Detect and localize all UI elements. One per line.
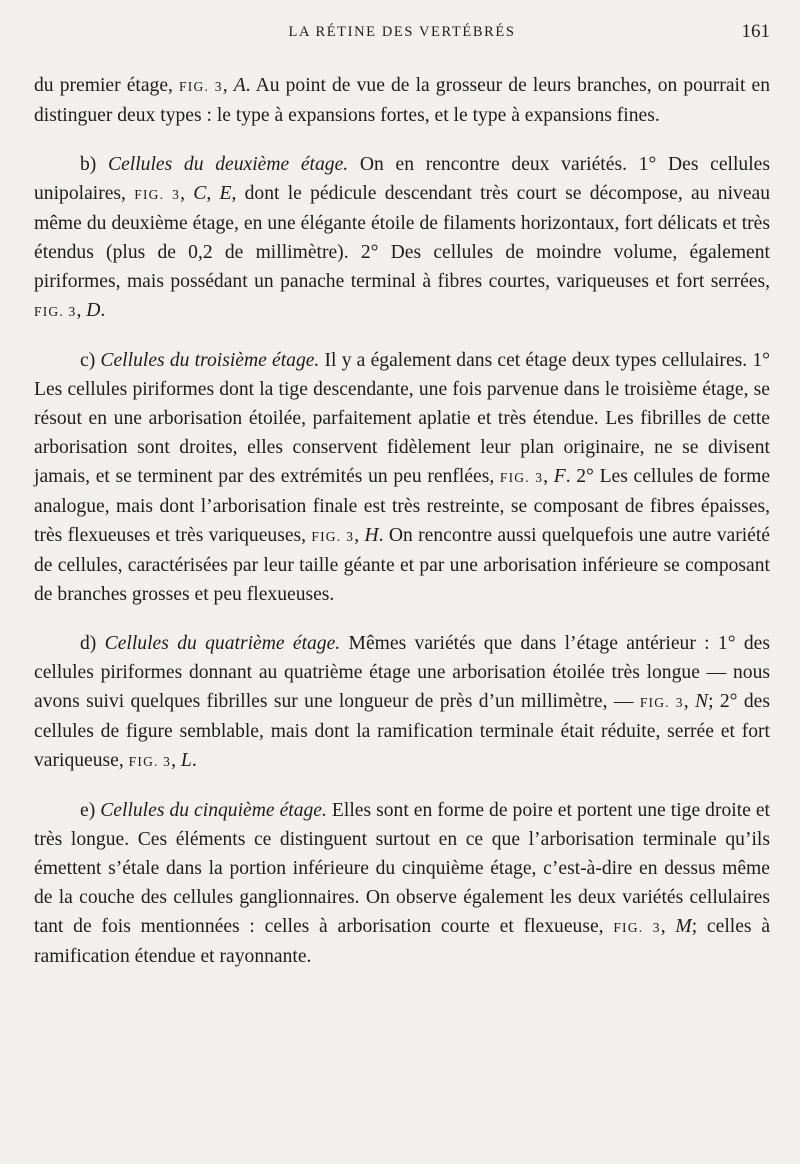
paragraph-second-layer: b) Cellules du deuxième étage. On en rencontre deux variétés. 1° Des cellules unipolaires, FIG. 3, C, E, dont le pédicule descendant très court se décompose, au niveau même du deuxième étage, en une élégante étoile de filaments horizontaux, fort délicats et très étendus (plus de 0,2 de millimètre). 2° Des cellules de moindre volume, également piriformes, mais possédant un panache terminal à fibres courtes, variqueuses et fort serrées, FIG. 3, D.	[34, 154, 771, 321]
figure-letter: A	[233, 75, 246, 96]
figure-reference: FIG. 3	[179, 79, 223, 94]
section-label: e)	[80, 800, 101, 821]
figure-letter: M	[675, 916, 692, 937]
paragraph-continuation: du premier étage, FIG. 3, A. Au point de vue de la grosseur de leurs branches, on pourrait en distinguer deux types : le type à expansions fortes, et le type à expansions fines.	[34, 75, 771, 126]
section-label: d)	[80, 633, 105, 654]
section-heading: Cellules du troisième étage.	[100, 350, 320, 371]
section-label: b)	[80, 154, 109, 175]
figure-reference: FIG. 3	[613, 920, 661, 935]
figure-reference: FIG. 3	[311, 529, 355, 544]
body-text	[34, 71, 770, 971]
figure-letter: N	[695, 691, 709, 712]
section-heading: Cellules du cinquième étage.	[100, 800, 327, 821]
section-label: c)	[80, 350, 101, 371]
section-heading: Cellules du quatrième étage.	[104, 633, 341, 654]
figure-letter: H	[364, 525, 379, 546]
running-header	[34, 21, 770, 48]
paragraph-fifth-layer: e) Cellules du cinquième étage. Elles sont en forme de poire et portent une tige droite et très longue. Ces éléments ce distinguent surtout en ce que l’arborisation terminale qu’ils émettent s’étale dans la portion inférieure du cinquième étage, c’est-à-dire en dessus même de la couche des cellules ganglionnaires. On observe également les deux variétés cellulaires tant de fois mentionnées : celles à arborisation courte et flexueuse, FIG. 3, M; celles à ramification étendue et rayonnante.	[34, 800, 771, 967]
section-heading: Cellules du deuxième étage.	[108, 154, 349, 175]
figure-letter: D	[86, 300, 101, 321]
figure-reference: FIG. 3	[134, 187, 181, 202]
paragraph-fourth-layer: d) Cellules du quatrième étage. Mêmes variétés que dans l’étage antérieur : 1° des cellules piriformes donnant au quatrième étage une arborisation étoilée très longue — nous avons suivi quelques fibrilles sur une longueur de près d’un millimètre, — FIG. 3, N; 2° des cellules de figure semblable, mais dont la ramification terminale était réduite, serrée et fort variqueuse, FIG. 3, L.	[34, 633, 771, 771]
figure-letter: E	[219, 183, 232, 204]
page-number: 161	[741, 21, 770, 42]
figure-reference: FIG. 3	[128, 754, 172, 769]
figure-reference: FIG. 3	[639, 695, 684, 710]
figure-letter: L	[180, 750, 192, 771]
figure-reference: FIG. 3	[34, 304, 77, 319]
figure-reference: FIG. 3	[499, 470, 544, 485]
figure-letter: F	[553, 466, 566, 487]
running-title: LA RÉTINE DES VERTÉBRÉS	[288, 24, 516, 40]
paragraph-third-layer: c) Cellules du troisième étage. Il y a également dans cet étage deux types cellulaires. 1° Les cellules piriformes dont la tige descendante, une fois parvenue dans le troisième étage, se résout en une arborisation étoilée, parfaitement aplatie et très étendue. Les fibrilles de cette arborisation sont droites, elles conservent fidèlement leur plan originaire, ne se divisent jamais, et se terminent par des extrémités un peu renflées, FIG. 3, F. 2° Les cellules de forme analogue, mais dont l’arborisation finale est très restreinte, se composant de fibres épaisses, très flexueuses et très variqueuses, FIG. 3, H. On rencontre aussi quelquefois une autre variété de cellules, caractérisées par leur taille géante et par une arborisation inférieure se composant de branches grosses et peu flexueuses.	[34, 350, 771, 605]
figure-letter: C	[193, 183, 207, 204]
